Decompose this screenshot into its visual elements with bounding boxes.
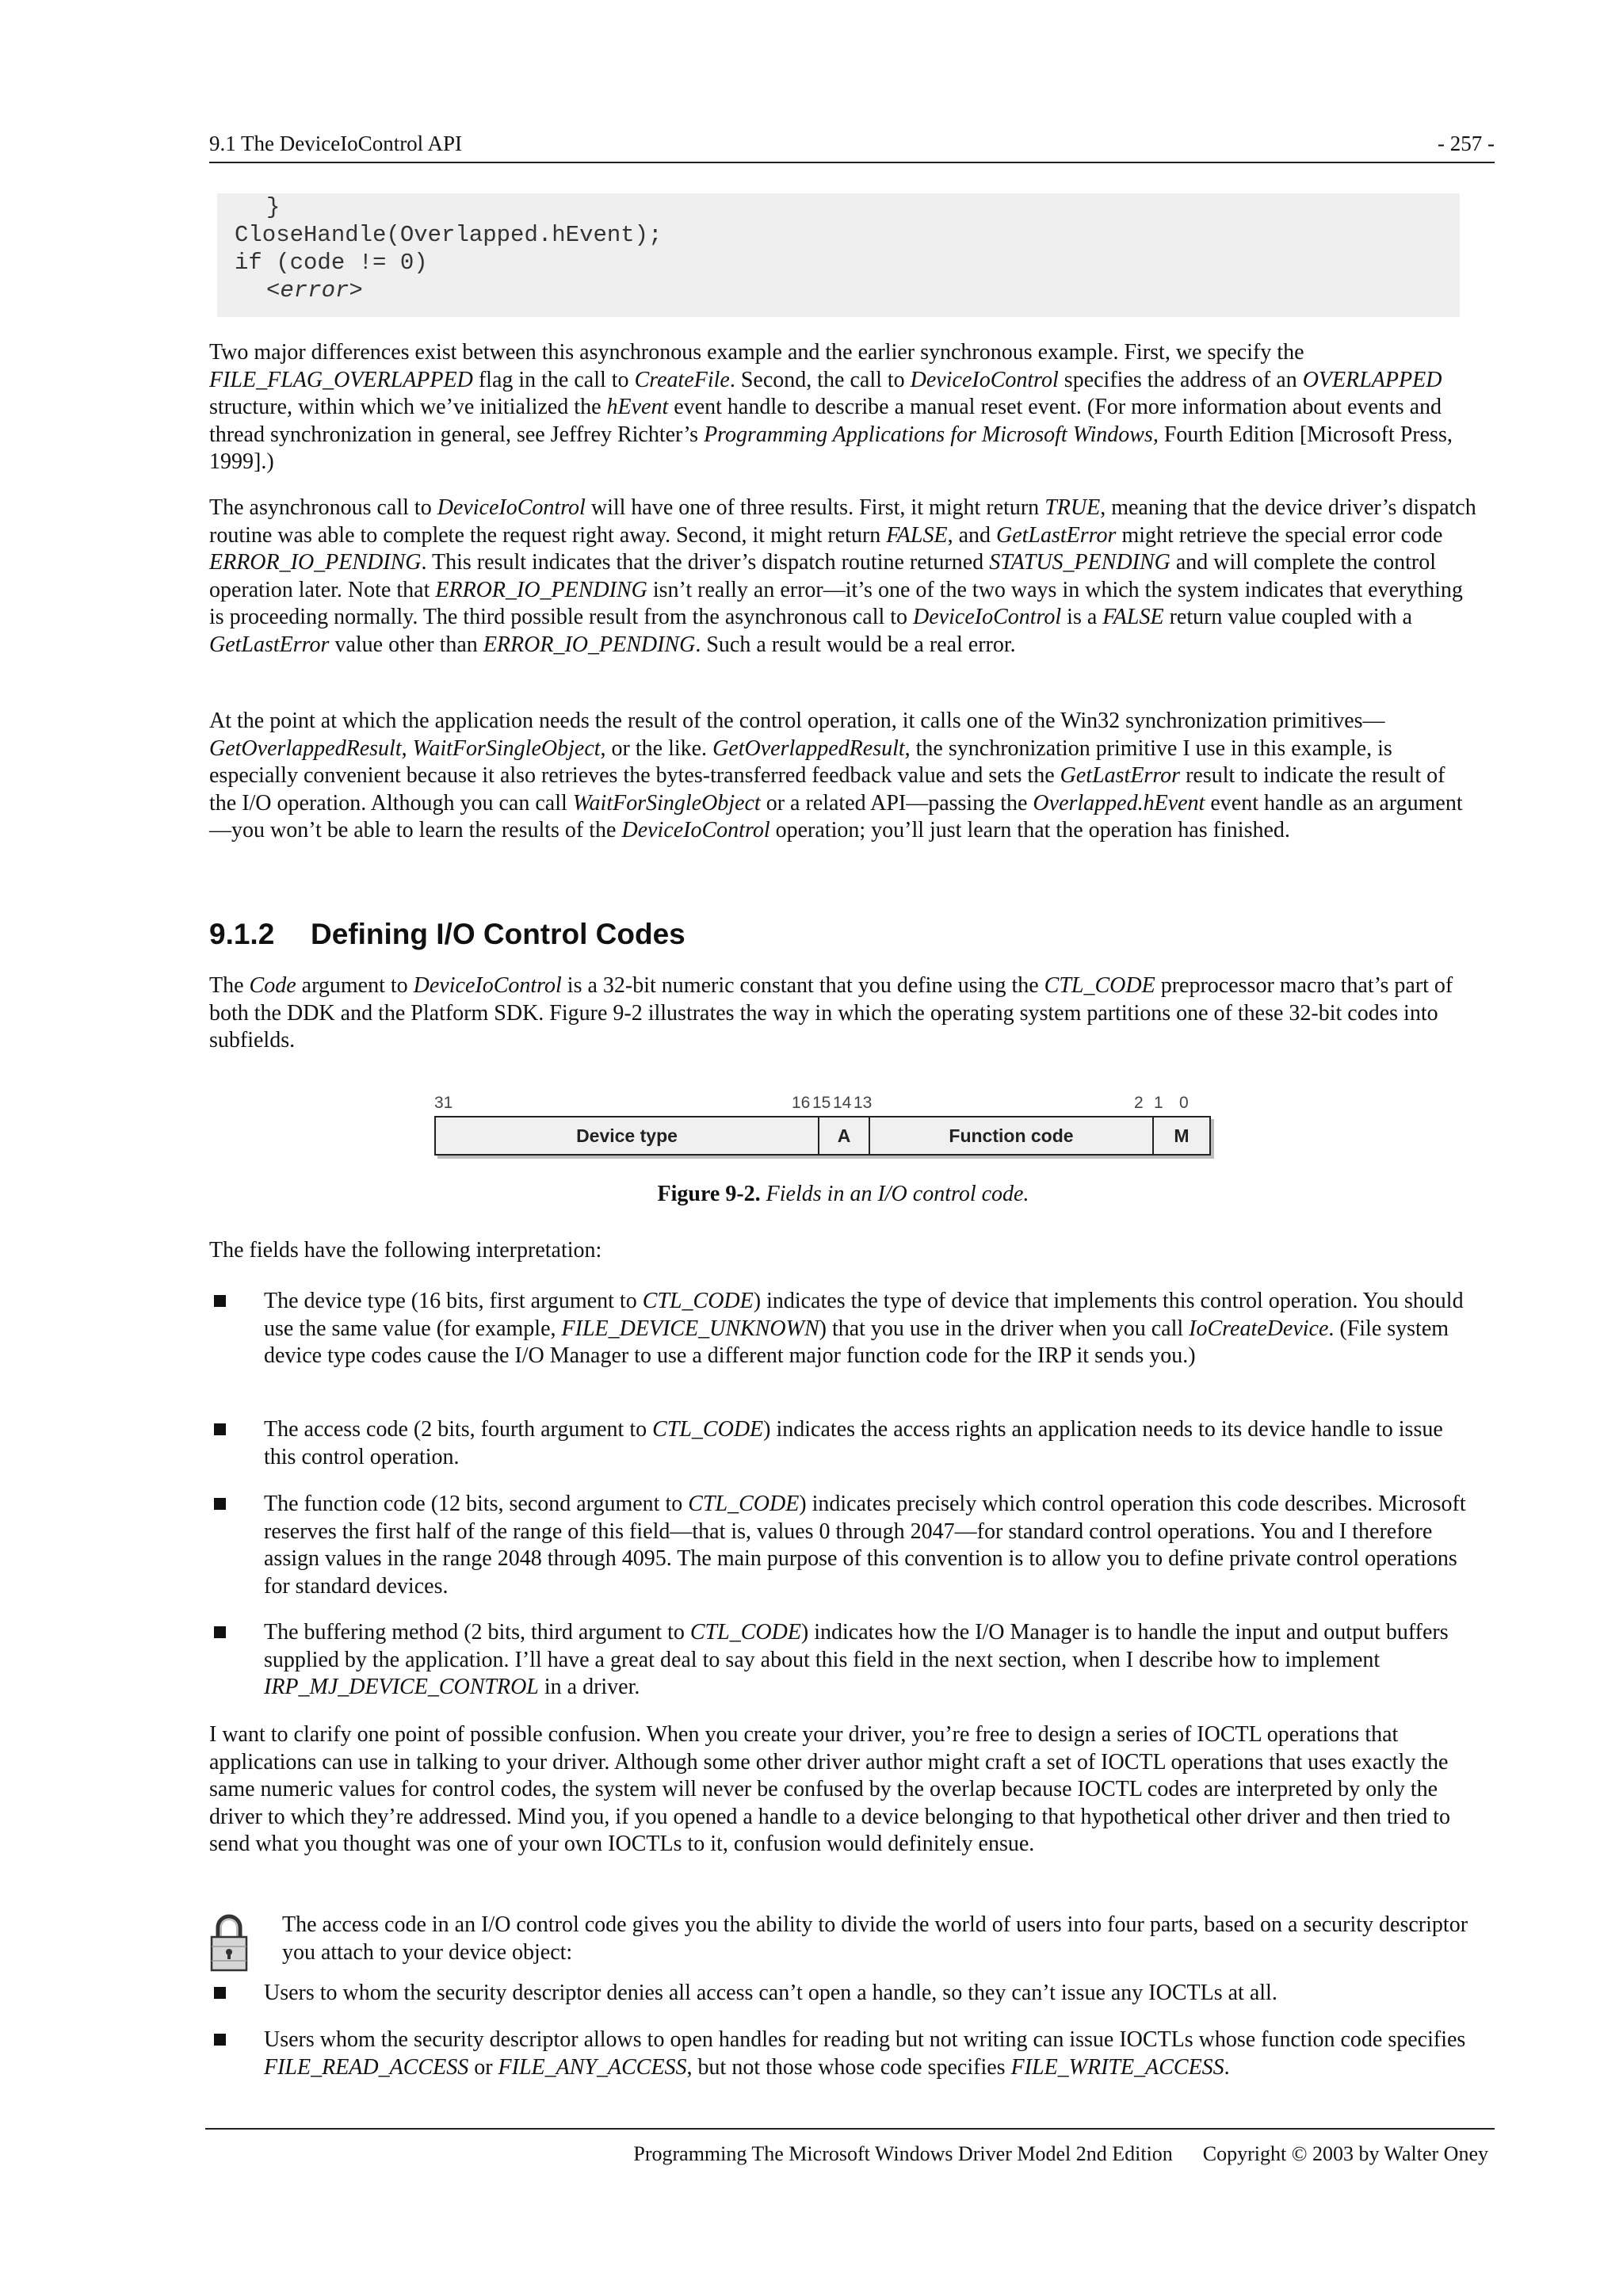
paragraph: At the point at which the application needs the result of the control operation, it calls one of the Win32 synchronization primitives—GetOverlappedResult, WaitForSingleObject, or the like. GetOverlappedResult, the synchronization primitive I use in this example, is especially convenient because it also retrieves the bytes-transferred feedback value and sets the GetLastError result to indicate the result of the I/O operation. Although you can call WaitForSingleObject or a related API—passing the Overlapped.hEvent event handle as an argument—you won’t be able to learn the results of the DeviceIoControl operation; you’ll just learn that the operation has finished.	[209, 709, 1463, 842]
security-note: The access code in an I/O control code gives you the ability to divide the world of users into four parts, based on a security descriptor you attach to your device object:	[209, 1912, 1477, 1966]
lock-icon	[209, 1912, 249, 1972]
list-item: Users to whom the security descriptor denies all access can’t open a handle, so they can’t issue any IOCTLs at all.	[209, 1980, 1477, 2008]
bit-label-1: 1	[1154, 1094, 1163, 1112]
list-item: Users whom the security descriptor allows to open handles for reading but not writing can issue IOCTLs whose function code specifies FILE_READ_ACCESS or FILE_ANY_ACCESS, but not those whose code specifies FILE_WRITE_ACCESS.	[209, 2027, 1477, 2081]
code-fields-box	[434, 1116, 1211, 1156]
field-function-code: Function code	[870, 1117, 1154, 1154]
bullet-square-icon	[214, 1295, 226, 1307]
bit-label-0: 0	[1179, 1094, 1189, 1112]
page-header	[209, 130, 1495, 163]
list-item: The access code (2 bits, fourth argument to CTL_CODE) indicates the access rights an application needs to its device handle to issue this control operation.	[209, 1416, 1477, 1471]
field-device-type: Device type	[436, 1117, 819, 1154]
list-item: The device type (16 bits, first argument to CTL_CODE) indicates the type of device that implements this control operation. You should use the same value (for example, FILE_DEVICE_UNKNOWN) that you use in the driver when you call IoCreateDevice. (File system device type codes cause the I/O Manager to use a different major function code for the IRP it sends you.)	[209, 1288, 1477, 1370]
field-method: M	[1174, 1125, 1190, 1146]
bit-label-13: 13	[854, 1094, 873, 1112]
code-line	[235, 277, 1460, 304]
figure-caption: Figure 9-2. Fields in an I/O control code.	[657, 1182, 1029, 1206]
bullet-square-icon	[214, 1498, 226, 1510]
paragraph: The fields have the following interpretation:	[209, 1238, 602, 1263]
copyright: Copyright © 2003 by Walter Oney	[1202, 2142, 1488, 2165]
bullet-square-icon	[214, 1626, 226, 1638]
field-access: A	[819, 1117, 870, 1154]
code-line: }	[266, 194, 281, 220]
list-item: The function code (12 bits, second argument to CTL_CODE) indicates precisely which control operation this code describes. Microsoft reserves the first half of the range of this field—that is, values 0 through 2047—for standard control operations. You and I therefore assign values in the range 2048 through 4095. The main purpose of this convention is to allow you to define private control operations for standard devices.	[209, 1491, 1477, 1600]
bullet-square-icon	[214, 1423, 226, 1435]
code-placeholder: <error>	[266, 277, 363, 304]
code-block	[217, 193, 1460, 317]
bit-label-2: 2	[1134, 1094, 1144, 1112]
section-number: 9.1.2	[209, 918, 275, 950]
running-section-title: 9.1 The DeviceIoControl API	[209, 132, 462, 155]
section-heading	[209, 918, 685, 951]
paragraph: The asynchronous call to DeviceIoControl will have one of three results. First, it might return TRUE, meaning that the device driver’s dispatch routine was able to complete the request right away. Second, it might return FALSE, and GetLastError might retrieve the special error code ERROR_IO_PENDING. This result indicates that the driver’s dispatch routine returned STATUS_PENDING and will complete the control operation later. Note that ERROR_IO_PENDING isn’t really an error—it’s one of the two ways in which the system indicates that everything is proceeding normally. The third possible result from the asynchronous call to DeviceIoControl is a FALSE return value coupled with a GetLastError value other than ERROR_IO_PENDING. Such a result would be a real error.	[209, 495, 1476, 657]
bit-label-16: 16	[792, 1094, 811, 1112]
bit-label-14: 14	[833, 1094, 852, 1112]
bit-label-15: 15	[812, 1094, 831, 1112]
bit-label-31: 31	[434, 1094, 453, 1112]
paragraph: Two major differences exist between this asynchronous example and the earlier synchronous example. First, we specify the FILE_FLAG_OVERLAPPED flag in the call to CreateFile. Second, the call to DeviceIoControl specifies the address of an OVERLAPPED structure, within which we’ve initialized the hEvent event handle to describe a manual reset event. (For more information about events and thread synchronization in general, see Jeffrey Richter’s Programming Applications for Microsoft Windows, Fourth Edition [Microsoft Press, 1999].)	[209, 340, 1453, 474]
paragraph: I want to clarify one point of possible confusion. When you create your driver, you’re free to design a series of IOCTL operations that applications can use in talking to your driver. Although some other driver author might craft a set of IOCTL operations that uses exactly the same numeric values for control codes, the system will never be confused by the overlap because IOCTL codes are interpreted by only the driver to which they’re addressed. Mind you, if you opened a handle to a device belonging to that hypothetical other driver and then tried to send what you thought was one of your own IOCTLs to it, confusion would definitely ensue.	[209, 1722, 1450, 1856]
section-title: Defining I/O Control Codes	[311, 918, 685, 950]
book-title: Programming The Microsoft Windows Driver Model 2nd Edition	[633, 2142, 1173, 2165]
bullet-square-icon	[214, 1987, 226, 1999]
code-line: CloseHandle(Overlapped.hEvent);	[235, 222, 663, 248]
code-line: if (code != 0)	[235, 250, 428, 276]
page-number: - 257 -	[1438, 132, 1495, 155]
bullet-square-icon	[214, 2034, 226, 2046]
list-item: The buffering method (2 bits, third argument to CTL_CODE) indicates how the I/O Manager is to handle the input and output buffers supplied by the application. I’ll have a great deal to say about this field in the next section, when I describe how to implement IRP_MJ_DEVICE_CONTROL in a driver.	[209, 1619, 1477, 1702]
page-footer	[205, 2128, 1495, 2164]
ioctl-code-diagram	[434, 1094, 1211, 1165]
paragraph: The Code argument to DeviceIoControl is a 32-bit numeric constant that you define using the CTL_CODE preprocessor macro that’s part of both the DDK and the Platform SDK. Figure 9-2 illustrates the way in which the operating system partitions one of these 32-bit codes into subfields.	[209, 973, 1453, 1052]
